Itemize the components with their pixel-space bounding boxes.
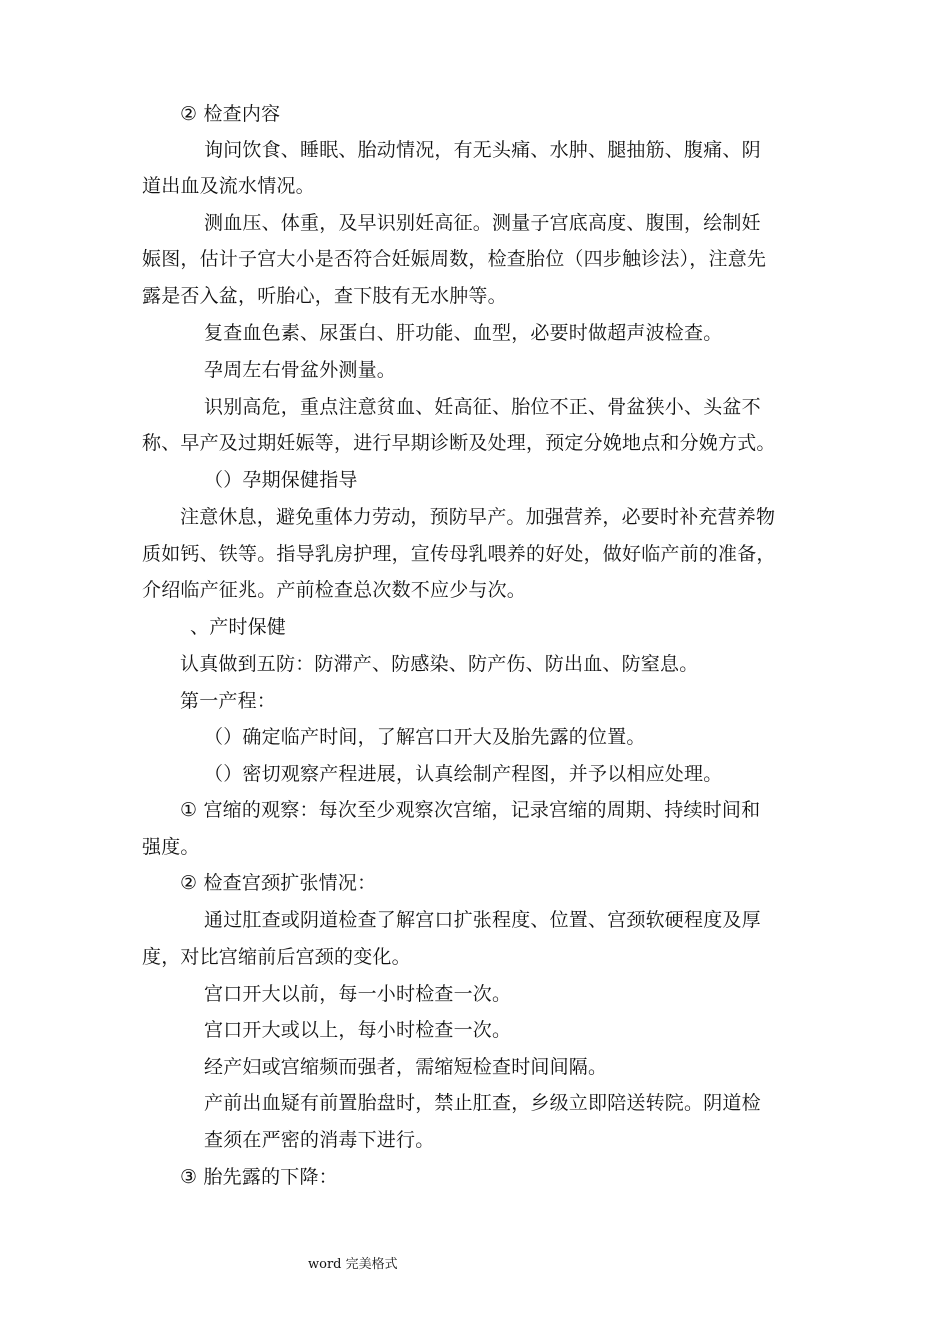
paragraph-line: 宫口开大或以上，每小时检查一次。 <box>204 1019 512 1041</box>
paragraph-line: 称、早产及过期妊娠等，进行早期诊断及处理，预定分娩地点和分娩方式。 <box>142 432 776 454</box>
paragraph-line: ① 宫缩的观察：每次至少观察次宫缩，记录宫缩的周期、持续时间和 <box>180 799 761 821</box>
paragraph-line: 复查血色素、尿蛋白、肝功能、血型，必要时做超声波检查。 <box>204 322 723 344</box>
paragraph-line: 质如钙、铁等。指导乳房护理，宣传母乳喂养的好处，做好临产前的准备， <box>142 543 776 565</box>
paragraph-line: 强度。 <box>142 836 200 858</box>
paragraph-line: （）密切观察产程进展，认真绘制产程图，并予以相应处理。 <box>204 763 723 785</box>
paragraph-line: 通过肛查或阴道检查了解宫口扩张程度、位置、宫颈软硬程度及厚 <box>204 909 761 931</box>
paragraph-line: 识别高危，重点注意贫血、妊高征、胎位不正、骨盆狭小、头盆不 <box>204 396 761 418</box>
heading-cervical-exam: ② 检查宫颈扩张情况： <box>180 872 377 894</box>
paragraph-line: 认真做到五防：防滞产、防感染、防产伤、防出血、防窒息。 <box>180 653 699 675</box>
heading-first-stage: 第一产程： <box>180 690 277 712</box>
paragraph-line: 产前出血疑有前置胎盘时，禁止肛查，乡级立即陪送转院。阴道检 <box>204 1092 761 1114</box>
paragraph-line: 度，对比宫缩前后宫颈的变化。 <box>142 946 411 968</box>
paragraph-line: 宫口开大以前，每一小时检查一次。 <box>204 983 512 1005</box>
paragraph-line: 查须在严密的消毒下进行。 <box>204 1129 435 1151</box>
heading-fetal-descent: ③ 胎先露的下降： <box>180 1166 338 1188</box>
paragraph-line: 娠图，估计子宫大小是否符合妊娠周数，检查胎位（四步触诊法），注意先 <box>142 248 767 270</box>
paragraph-line: 孕周左右骨盆外测量。 <box>204 359 397 381</box>
paragraph-line: 注意休息，避免重体力劳动，预防早产。加强营养，必要时补充营养物 <box>180 506 776 528</box>
paragraph-line: 道出血及流水情况。 <box>142 175 315 197</box>
page-footer: word 完美格式 <box>308 1257 398 1272</box>
paragraph-line: 介绍临产征兆。产前检查总次数不应少与次。 <box>142 579 527 601</box>
heading-exam-content: ② 检查内容 <box>180 103 281 125</box>
paragraph-line: 露是否入盆，听胎心，查下肢有无水肿等。 <box>142 285 507 307</box>
heading-intrapartum-care: 、产时保健 <box>190 616 287 638</box>
heading-prenatal-guidance: （）孕期保健指导 <box>204 469 358 491</box>
paragraph-line: 经产妇或宫缩频而强者，需缩短检查时间间隔。 <box>204 1056 608 1078</box>
paragraph-line: 询问饮食、睡眠、胎动情况，有无头痛、水肿、腿抽筋、腹痛、阴 <box>204 139 761 161</box>
paragraph-line: （）确定临产时间，了解宫口开大及胎先露的位置。 <box>204 726 646 748</box>
paragraph-line: 测血压、体重，及早识别妊高征。测量子宫底高度、腹围，绘制妊 <box>204 212 761 234</box>
